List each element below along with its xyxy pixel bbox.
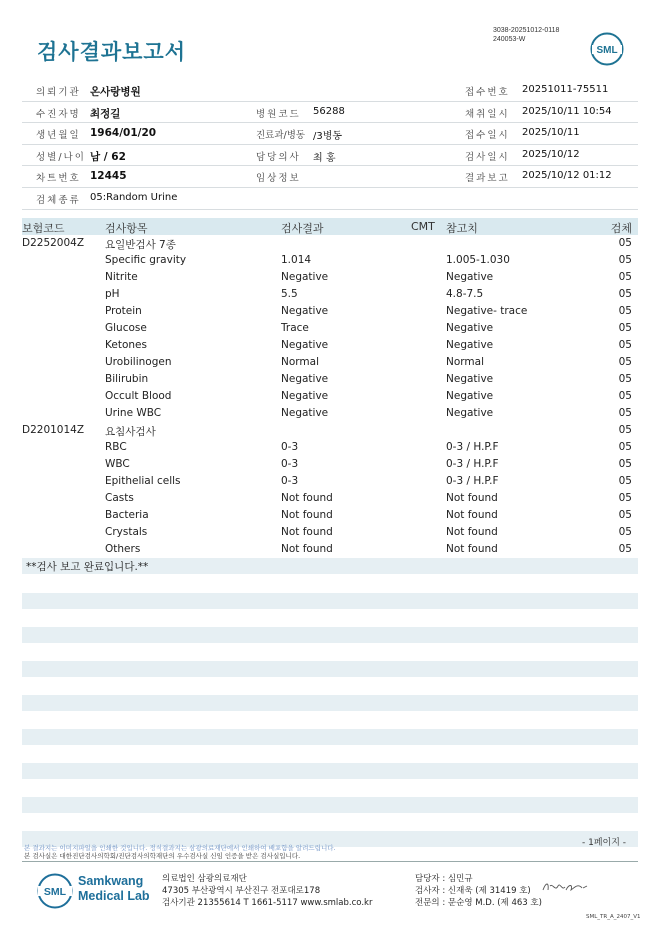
signature-icon xyxy=(540,878,590,896)
brand-name-line2: Medical Lab xyxy=(78,889,150,903)
reference-range: Negative xyxy=(446,339,494,351)
reference-range: Negative xyxy=(446,373,494,385)
test-item: Casts xyxy=(105,492,134,504)
info-label: 접수일시 xyxy=(465,130,510,142)
specimen-code: 05 xyxy=(618,305,632,317)
empty-row-stripe xyxy=(22,627,638,643)
header-cmt: CMT xyxy=(411,220,435,233)
test-item: Urobilinogen xyxy=(105,356,172,368)
test-item: RBC xyxy=(105,441,127,453)
page-number: - 1페이지 - xyxy=(582,838,627,848)
brand-name-line1: Samkwang xyxy=(78,874,144,888)
table-row xyxy=(22,507,638,524)
test-item: Nitrite xyxy=(105,271,138,283)
table-row xyxy=(22,337,638,354)
header-result: 검사결과 xyxy=(281,222,324,235)
table-row xyxy=(22,490,638,507)
reference-range: 0-3 / H.P.F xyxy=(446,441,499,453)
reference-range: 4.8-7.5 xyxy=(446,288,484,300)
info-value: 최 홍 xyxy=(313,152,336,164)
info-label: 임상정보 xyxy=(256,173,301,185)
accreditation-notice: 본 검사실은 대한진단검사의학회/진단검사의학재단의 우수검사실 신임 인증을 받은 검사실입니다. xyxy=(24,852,301,860)
info-label: 채취일시 xyxy=(465,108,510,120)
info-label: 병원코드 xyxy=(256,108,301,120)
info-row xyxy=(22,145,638,167)
staff-in-charge: 담당자 : 심민규 xyxy=(415,874,473,884)
info-value: 온사랑병원 xyxy=(90,86,141,98)
header-code: 보험코드 xyxy=(22,222,65,235)
sml-footer-logo-icon xyxy=(37,873,73,909)
logo-text: SML xyxy=(596,45,618,56)
test-item: Crystals xyxy=(105,526,148,538)
specimen-code: 05 xyxy=(618,254,632,266)
test-result: Not found xyxy=(281,543,333,555)
test-result: 0-3 xyxy=(281,441,299,453)
report-title: 검사결과보고서 xyxy=(37,40,187,64)
doc-id-line2: 240053-W xyxy=(493,36,526,43)
empty-row-stripe xyxy=(22,661,638,677)
footer-divider xyxy=(22,861,638,862)
specimen-code: 05 xyxy=(618,288,632,300)
header-spec: 검체 xyxy=(610,222,632,235)
image-notice: 본 결과지는 이미지파일을 인쇄한 것입니다. 정식결과지는 삼광의료재단에서 인쇄하여 배포함을 알려드립니다. xyxy=(24,844,336,852)
table-row xyxy=(22,354,638,371)
empty-row-stripe xyxy=(22,695,638,711)
specimen-code: 05 xyxy=(618,237,632,249)
test-result: 0-3 xyxy=(281,475,299,487)
table-row xyxy=(22,422,638,439)
info-value: 20251011-75511 xyxy=(522,84,609,95)
org-contact: 검사기관 21355614 T 1661-5117 www.smlab.co.kr xyxy=(162,898,373,908)
test-result: Negative xyxy=(281,390,329,402)
table-row xyxy=(22,405,638,422)
reference-range: Negative xyxy=(446,407,494,419)
table-row xyxy=(22,524,638,541)
reference-range: Negative- trace xyxy=(446,305,528,317)
empty-row-stripe xyxy=(22,593,638,609)
info-row xyxy=(22,102,638,124)
specimen-code: 05 xyxy=(618,356,632,368)
test-result: Negative xyxy=(281,271,329,283)
info-value: 2025/10/11 10:54 xyxy=(522,105,612,117)
test-result: Trace xyxy=(281,322,309,334)
header-ref: 참고치 xyxy=(446,222,478,235)
specimen-code: 05 xyxy=(618,441,632,453)
table-row xyxy=(22,303,638,320)
table-row xyxy=(22,388,638,405)
empty-row-stripe xyxy=(22,797,638,813)
table-row xyxy=(22,439,638,456)
patient-info-table xyxy=(22,80,638,210)
info-row xyxy=(22,166,638,188)
test-result: Not found xyxy=(281,492,333,504)
table-row xyxy=(22,371,638,388)
info-value: 2025/10/11 xyxy=(522,127,580,139)
test-code: D2201014Z xyxy=(22,424,85,436)
header-item: 검사항목 xyxy=(105,222,148,235)
reference-range: 0-3 / H.P.F xyxy=(446,458,499,470)
empty-row-stripe xyxy=(22,729,638,745)
info-value: 2025/10/12 01:12 xyxy=(522,170,612,182)
table-row xyxy=(22,235,638,252)
info-row xyxy=(22,123,638,145)
test-item: Others xyxy=(105,543,141,555)
test-item: Bilirubin xyxy=(105,373,149,385)
info-label: 성별/나이 xyxy=(36,151,86,163)
info-label: 의뢰기관 xyxy=(36,87,81,98)
specimen-code: 05 xyxy=(618,458,632,470)
info-label: 검체종류 xyxy=(36,194,81,206)
info-value: 56288 xyxy=(313,105,345,117)
svg-text:SML: SML xyxy=(43,886,67,898)
specimen-code: 05 xyxy=(618,509,632,521)
report-done-row xyxy=(22,558,638,574)
specimen-code: 05 xyxy=(618,475,632,487)
info-value: 12445 xyxy=(90,170,127,183)
results-body xyxy=(22,235,638,558)
test-item: Occult Blood xyxy=(105,390,172,402)
test-item: Glucose xyxy=(105,322,147,334)
document-id xyxy=(493,26,559,44)
specimen-code: 05 xyxy=(618,492,632,504)
specimen-code: 05 xyxy=(618,271,632,283)
reference-range: 0-3 / H.P.F xyxy=(446,475,499,487)
reference-range: Negative xyxy=(446,271,494,283)
reference-range: 1.005-1.030 xyxy=(446,254,510,266)
info-row xyxy=(22,80,638,102)
table-row xyxy=(22,252,638,269)
sml-logo-icon xyxy=(590,32,624,66)
specimen-code: 05 xyxy=(618,390,632,402)
test-item: pH xyxy=(105,288,120,300)
reference-range: Negative xyxy=(446,322,494,334)
info-row xyxy=(22,188,638,210)
specimen-code: 05 xyxy=(618,407,632,419)
info-value: 남 / 62 xyxy=(90,150,126,163)
info-value: 1964/01/20 xyxy=(90,127,157,140)
doc-id-line1: 3038-20251012-0118 xyxy=(493,27,560,34)
table-row xyxy=(22,541,638,558)
info-label: 검사일시 xyxy=(465,151,510,163)
info-label: 수진자명 xyxy=(36,108,81,120)
specimen-code: 05 xyxy=(618,339,632,351)
info-label: 차트번호 xyxy=(36,173,81,185)
test-result: 0-3 xyxy=(281,458,299,470)
test-result: Not found xyxy=(281,526,333,538)
test-result: Not found xyxy=(281,509,333,521)
org-name: 의료법인 삼광의료재단 xyxy=(162,874,247,884)
test-result: 1.014 xyxy=(281,254,312,266)
results-table xyxy=(22,218,638,574)
table-row xyxy=(22,320,638,337)
reference-range: Not found xyxy=(446,526,498,538)
test-result: Normal xyxy=(281,356,319,368)
reference-range: Not found xyxy=(446,509,498,521)
specimen-code: 05 xyxy=(618,424,632,436)
test-item: Specific gravity xyxy=(105,254,187,266)
tester: 검사자 : 신재욱 (제 31419 호) xyxy=(415,886,531,896)
info-value: 05:Random Urine xyxy=(90,191,178,203)
reference-range: Normal xyxy=(446,356,484,368)
test-item: 요일반검사 7종 xyxy=(105,239,176,251)
info-label: 생년월일 xyxy=(36,130,81,142)
test-item: Ketones xyxy=(105,339,147,351)
specimen-code: 05 xyxy=(618,322,632,334)
specimen-code: 05 xyxy=(618,526,632,538)
test-item: 요침사검사 xyxy=(105,426,156,438)
info-label: 접수번호 xyxy=(465,87,510,98)
table-row xyxy=(22,456,638,473)
test-item: Epithelial cells xyxy=(105,475,181,487)
test-item: WBC xyxy=(105,458,130,470)
test-result: Negative xyxy=(281,339,329,351)
table-row xyxy=(22,286,638,303)
table-row xyxy=(22,269,638,286)
info-label: 담당의사 xyxy=(256,151,301,163)
form-code: SML_TR_A_2407_V1 xyxy=(586,914,641,920)
test-result: 5.5 xyxy=(281,288,298,300)
reference-range: Not found xyxy=(446,492,498,504)
info-value: 최정길 xyxy=(90,107,121,120)
info-value: /3병동 xyxy=(313,131,343,143)
test-item: Urine WBC xyxy=(105,407,162,419)
reference-range: Not found xyxy=(446,543,498,555)
test-item: Bacteria xyxy=(105,509,149,521)
specialist: 전문의 : 문순영 M.D. (제 463 호) xyxy=(415,898,542,908)
specimen-code: 05 xyxy=(618,373,632,385)
info-value: 2025/10/12 xyxy=(522,148,580,160)
empty-row-stripe xyxy=(22,763,638,779)
specimen-code: 05 xyxy=(618,543,632,555)
reference-range: Negative xyxy=(446,390,494,402)
report-done-text: **검사 보고 완료입니다.** xyxy=(26,561,149,573)
test-code: D2252004Z xyxy=(22,237,85,249)
test-item: Protein xyxy=(105,305,142,317)
info-label: 결과보고 xyxy=(465,173,510,185)
results-header xyxy=(22,218,638,235)
info-label: 진료과/병동 xyxy=(256,130,306,142)
table-row xyxy=(22,473,638,490)
org-address: 47305 부산광역시 부산진구 전포대로178 xyxy=(162,886,321,896)
test-result: Negative xyxy=(281,373,329,385)
test-result: Negative xyxy=(281,305,329,317)
test-result: Negative xyxy=(281,407,329,419)
